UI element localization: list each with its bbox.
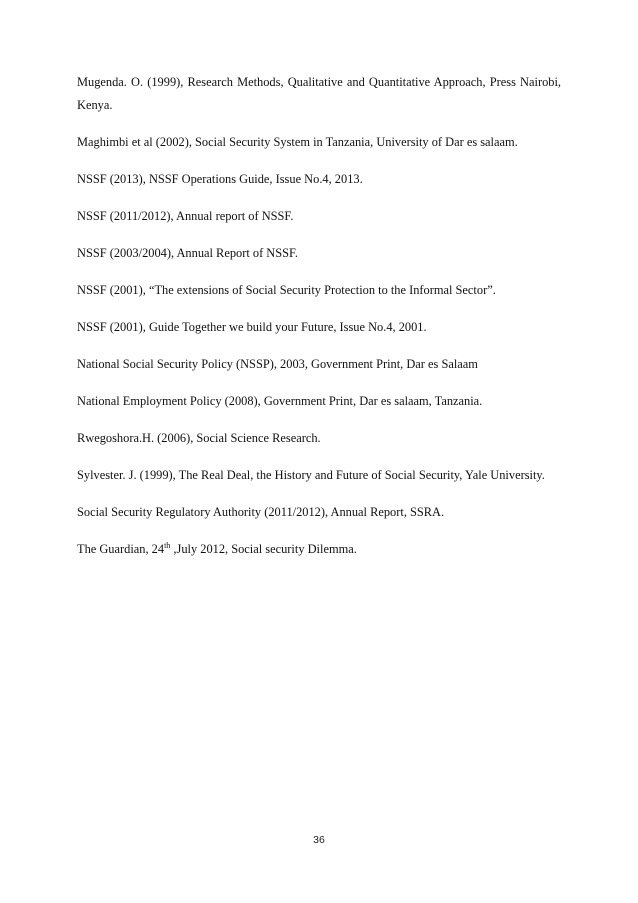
reference-item: Mugenda. O. (1999), Research Methods, Qualitative and Quantitative Approach, Press Nairobi, Kenya. xyxy=(77,75,561,112)
reference-text: ,July 2012, Social security Dilemma. xyxy=(170,542,357,556)
reference-item: National Employment Policy (2008), Government Print, Dar es salaam, Tanzania. xyxy=(77,394,483,408)
reference-item: Sylvester. J. (1999), The Real Deal, the History and Future of Social Security, Yale University. xyxy=(77,468,545,482)
reference-text: The Guardian, 24 xyxy=(77,542,165,556)
reference-item: NSSF (2013), NSSF Operations Guide, Issue No.4, 2013. xyxy=(77,172,363,186)
ordinal-superscript: th xyxy=(164,541,171,550)
reference-list xyxy=(77,71,561,575)
reference-item: NSSF (2011/2012), Annual report of NSSF. xyxy=(77,209,294,223)
reference-item: Rwegoshora.H. (2006), Social Science Research. xyxy=(77,431,321,445)
reference-item: Maghimbi et al (2002), Social Security System in Tanzania, University of Dar es salaam. xyxy=(77,135,518,149)
reference-item: Social Security Regulatory Authority (2011/2012), Annual Report, SSRA. xyxy=(77,505,445,519)
reference-item: NSSF (2001), “The extensions of Social Security Protection to the Informal Sector”. xyxy=(77,283,496,297)
page-number: 36 xyxy=(313,834,325,846)
reference-item: NSSF (2001), Guide Together we build your Future, Issue No.4, 2001. xyxy=(77,320,427,334)
reference-item-guardian xyxy=(77,538,561,561)
reference-item: NSSF (2003/2004), Annual Report of NSSF. xyxy=(77,246,299,260)
reference-item: National Social Security Policy (NSSP), 2003, Government Print, Dar es Salaam xyxy=(77,357,478,371)
